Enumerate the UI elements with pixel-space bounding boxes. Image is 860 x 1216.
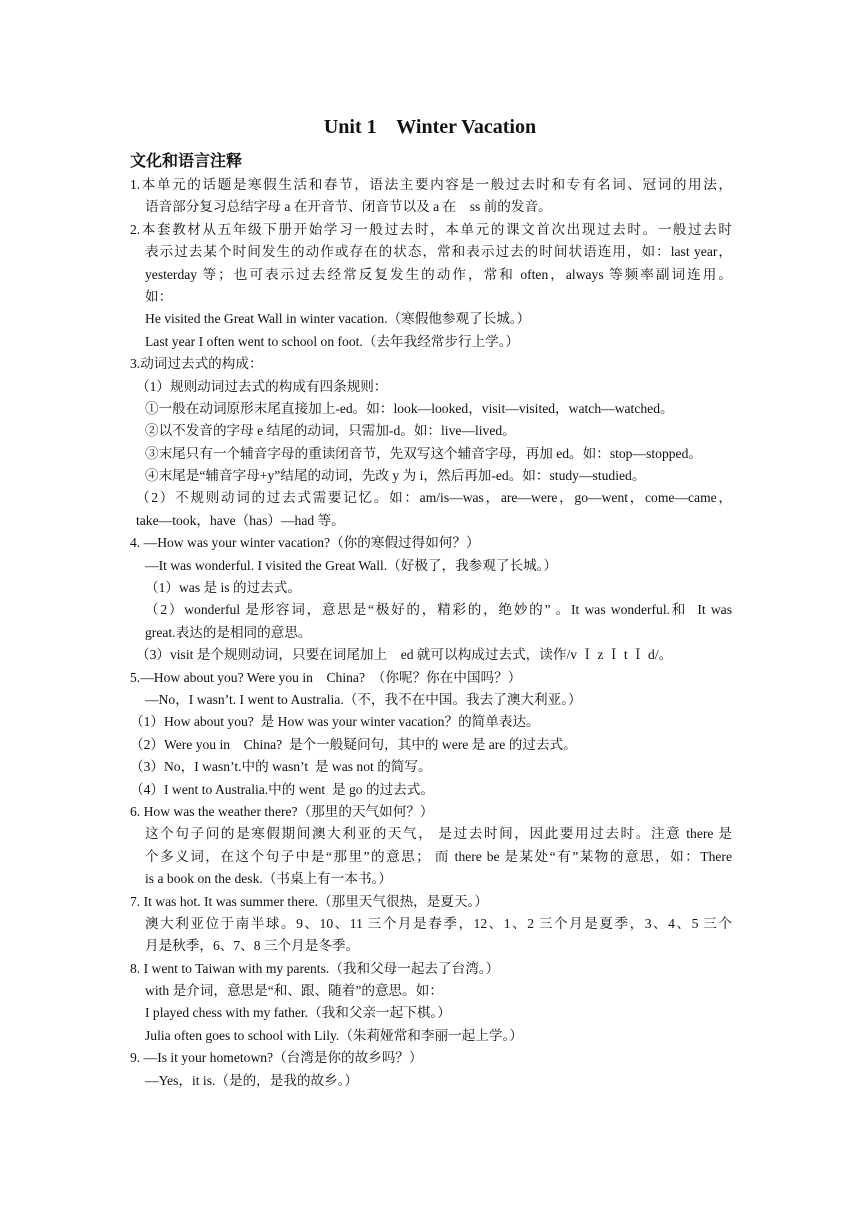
- text-line: ③末尾只有一个辅音字母的重读闭音节，先双写这个辅音字母，再加 ed。如：stop—stopped。: [145, 445, 702, 461]
- text-line: Julia often goes to school with Lily.（朱莉娅常和李丽一起上学。）: [145, 1027, 523, 1043]
- text-line: great.表达的是相同的意思。: [145, 624, 312, 640]
- text-line: take—took，have（has）—had 等。: [136, 512, 345, 528]
- text-line: （4）I went to Australia.中的 went 是 go 的过去式。: [130, 781, 434, 797]
- text-line: ②以不发音的字母 e 结尾的动词，只需加-d。如：live—lived。: [145, 423, 516, 439]
- text-line: 5.—How about you? Were you in China? （你呢？你在中国吗？）: [130, 669, 522, 685]
- section-heading: 文化和语言注释: [130, 151, 243, 170]
- text-line: 9. —Is it your hometown?（台湾是你的故乡吗？）: [130, 1050, 423, 1066]
- text-line: （1）规则动词过去式的构成有四条规则：: [136, 378, 388, 394]
- text-line: Last year I often went to school on foot.（去年我经常步行上学。）: [145, 333, 520, 349]
- text-line: 月是秋季，6、7、8 三个月是冬季。: [145, 938, 360, 954]
- text-line: —Yes，it is.（是的，是我的故乡。）: [145, 1072, 359, 1088]
- text-line: 这个句子问的是寒假期间澳大利亚的天气， 是过去时间，因此要用过去时。注意 there 是: [145, 826, 732, 842]
- text-line: —It was wonderful. I visited the Great Wall.（好极了，我参观了长城。）: [145, 557, 558, 573]
- text-line: is a book on the desk.（书桌上有一本书。）: [145, 871, 392, 887]
- text-line: （3）visit 是个规则动词，只要在词尾加上 ed 就可以构成过去式，读作/v Ｉ z Ｉ t Ｉ d/。: [136, 647, 673, 663]
- text-line: 如：: [145, 288, 173, 304]
- text-line: —No，I wasn’t. I went to Australia.（不，我不在中国。我去了澳大利亚。）: [145, 691, 582, 707]
- document-title: Unit 1 Winter Vacation: [323, 116, 537, 138]
- text-line: （1）was 是 is 的过去式。: [145, 580, 301, 596]
- text-line: 表示过去某个时间发生的动作或存在的状态，常和表示过去的时间状语连用，如：last year，: [145, 244, 732, 260]
- text-line: 8. I went to Taiwan with my parents.（我和父母一起去了台湾。）: [130, 960, 500, 976]
- text-line: （3）No，I wasn’t.中的 wasn’t 是 was not 的简写。: [130, 759, 432, 775]
- document-body: [130, 174, 732, 1092]
- text-line: 7. It was hot. It was summer there.（那里天气很热，是夏天。）: [130, 893, 488, 909]
- text-line: 2.本套教材从五年级下册开始学习一般过去时，本单元的课文首次出现过去时。一般过去时: [130, 221, 732, 237]
- text-line: He visited the Great Wall in winter vacation.（寒假他参观了长城。）: [145, 311, 531, 327]
- text-line: 3.动词过去式的构成：: [130, 356, 263, 372]
- text-line: （1）How about you? 是 How was your winter vacation？的简单表达。: [130, 714, 540, 730]
- text-line: 澳大利亚位于南半球。9、10、11 三个月是春季，12、1、2 三个月是夏季，3、4、5 三个: [145, 915, 732, 931]
- text-line: （2）Were you in China? 是个一般疑问句，其中的 were 是 are 的过去式。: [130, 736, 577, 752]
- text-line: yesterday 等；也可表示过去经常反复发生的动作，常和 often，always 等频率副词连用。: [145, 266, 732, 282]
- text-line: ①一般在动词原形末尾直接加上-ed。如：look—looked，visit—visited，watch—watched。: [145, 400, 674, 416]
- text-line: with 是介词，意思是“和、跟、随着”的意思。如：: [145, 983, 443, 999]
- text-line: 语音部分复习总结字母 a 在开音节、闭音节以及 a 在 ss 前的发音。: [145, 199, 552, 215]
- text-line: 个多义词，在这个句子中是“那里”的意思； 而 there be 是某处“有”某物的意思，如：There: [145, 848, 732, 864]
- text-line: （2）wonderful 是形容词，意思是“极好的，精彩的，绝妙的” 。It was wonderful.和 It was: [145, 602, 732, 618]
- text-line: I played chess with my father.（我和父亲一起下棋。）: [145, 1005, 451, 1021]
- text-line: 6. How was the weather there?（那里的天气如何？）: [130, 803, 434, 819]
- text-line: ④末尾是“辅音字母+y”结尾的动词，先改 y 为 i，然后再加-ed。如：study—studied。: [145, 468, 646, 484]
- text-line: （2）不规则动词的过去式需要记忆。如：am/is—was，are—were，go—went，come—came，: [136, 490, 732, 506]
- text-line: 1.本单元的话题是寒假生活和春节，语法主要内容是一般过去时和专有名词、冠词的用法，: [130, 177, 732, 192]
- text-line: 4. —How was your winter vacation?（你的寒假过得如何？）: [130, 535, 480, 551]
